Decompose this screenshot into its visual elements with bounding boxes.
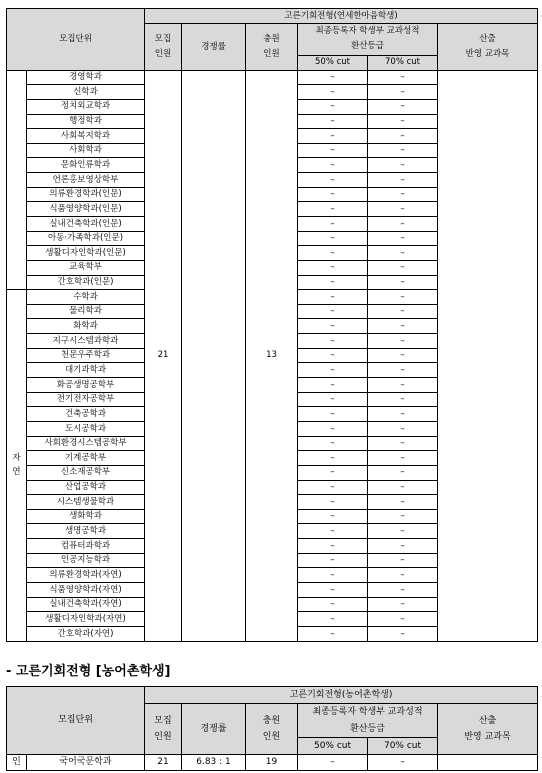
cut50-value: – — [298, 451, 368, 466]
cut70-value: – — [368, 509, 438, 524]
dept-name: 교육학부 — [27, 260, 145, 275]
cut50-value: – — [298, 626, 368, 641]
cut50-value: – — [298, 553, 368, 568]
header-quota: 모집 인원 — [145, 24, 182, 71]
fill-value: 19 — [246, 755, 298, 771]
header-type-title: 고른기회전형(연세한마음학생) — [145, 9, 538, 24]
cut70-value: – — [368, 612, 438, 627]
quota-value: 21 — [145, 70, 182, 641]
cut50-value: – — [298, 539, 368, 554]
cut50-value: – — [298, 480, 368, 495]
table1-body — [7, 70, 538, 641]
dept-name: 생활디자인학과(자연) — [27, 612, 145, 627]
cut50-value: – — [298, 158, 368, 173]
dept-name: 시스템생물학과 — [27, 495, 145, 510]
cut70-value: – — [368, 553, 438, 568]
cut70-value: – — [368, 392, 438, 407]
cut70-value: – — [368, 597, 438, 612]
cut50-value: – — [298, 363, 368, 378]
cut70-value: – — [368, 129, 438, 144]
cut50-value: – — [298, 246, 368, 261]
header-grade-title: 최종등록자 학생부 교과성적 환산등급 — [298, 24, 438, 56]
cut70-value: – — [368, 202, 438, 217]
cut50-value: – — [298, 202, 368, 217]
cut70-value: – — [368, 421, 438, 436]
cut50-value: – — [298, 421, 368, 436]
cut50-value: – — [298, 129, 368, 144]
cut50-value: – — [298, 85, 368, 100]
cut70-value: – — [368, 143, 438, 158]
competition-value: 6.83 : 1 — [182, 755, 246, 771]
cut50-value: – — [298, 612, 368, 627]
cut70-value: – — [368, 99, 438, 114]
t2-header-type-title: 고른기회전형(농어촌학생) — [145, 687, 538, 704]
dept-name: 전기전자공학부 — [27, 392, 145, 407]
cut50-value: – — [298, 436, 368, 451]
dept-name: 아동·가족학과(인문) — [27, 231, 145, 246]
table2-body — [7, 755, 538, 771]
cut70-value: – — [368, 363, 438, 378]
cut50-value: – — [298, 290, 368, 305]
table-row — [7, 755, 538, 771]
cut50-value: – — [298, 99, 368, 114]
cut70-value: – — [368, 187, 438, 202]
cut50-value: – — [298, 114, 368, 129]
cut50-value: – — [298, 231, 368, 246]
dept-name: 의류환경학과(자연) — [27, 568, 145, 583]
t2-header-competition: 경쟁률 — [182, 704, 246, 755]
dept-name: 간호학과(자연) — [27, 626, 145, 641]
table-row — [7, 70, 538, 85]
cut70-value: – — [368, 173, 438, 188]
header-subjects: 산출 반영 교과목 — [438, 24, 538, 71]
c70-value: – — [368, 755, 438, 771]
cut50-value: – — [298, 260, 368, 275]
group-value: 인 — [7, 755, 27, 771]
t2-header-subjects: 산출 반영 교과목 — [438, 704, 538, 755]
cut70-value: – — [368, 495, 438, 510]
cut70-value: – — [368, 583, 438, 598]
group-label: 자 연 — [7, 290, 27, 641]
subjects-value — [438, 70, 538, 641]
section2-title: - 고른기회전형 [농어촌학생] — [6, 664, 171, 679]
cut50-value: – — [298, 568, 368, 583]
dept-name: 기계공학부 — [27, 451, 145, 466]
t2-header-cut50: 50% cut — [298, 738, 368, 755]
cut50-value: – — [298, 378, 368, 393]
table-rural-students — [6, 686, 538, 771]
fill-value: 13 — [246, 70, 298, 641]
c50-value: – — [298, 755, 368, 771]
cut70-value: – — [368, 378, 438, 393]
cut70-value: – — [368, 451, 438, 466]
cut70-value: – — [368, 407, 438, 422]
cut50-value: – — [298, 348, 368, 363]
subjects-value — [438, 755, 538, 771]
cut70-value: – — [368, 304, 438, 319]
cut70-value: – — [368, 260, 438, 275]
header-competition: 경쟁률 — [182, 24, 246, 71]
dept-name: 지구시스템과학과 — [27, 334, 145, 349]
dept-name: 산업공학과 — [27, 480, 145, 495]
dept-name: 천문우주학과 — [27, 348, 145, 363]
cut70-value: – — [368, 626, 438, 641]
dept-name: 화학과 — [27, 319, 145, 334]
dept-name: 건축공학과 — [27, 407, 145, 422]
dept-name: 컴퓨터과학과 — [27, 539, 145, 554]
cut50-value: – — [298, 465, 368, 480]
header-cut70: 70% cut — [368, 55, 438, 70]
dept-name: 사회학과 — [27, 143, 145, 158]
header-unit: 모집단위 — [7, 9, 145, 71]
cut50-value: – — [298, 173, 368, 188]
dept-name: 수학과 — [27, 290, 145, 305]
t2-header-cut70: 70% cut — [368, 738, 438, 755]
cut50-value: – — [298, 217, 368, 232]
cut50-value: – — [298, 143, 368, 158]
cut70-value: – — [368, 246, 438, 261]
cut50-value: – — [298, 187, 368, 202]
dept-name: 생명공학과 — [27, 524, 145, 539]
group-label — [7, 70, 27, 290]
dept-name: 사회환경시스템공학부 — [27, 436, 145, 451]
cut70-value: – — [368, 480, 438, 495]
cut50-value: – — [298, 524, 368, 539]
dept-name: 문화인류학과 — [27, 158, 145, 173]
cut70-value: – — [368, 70, 438, 85]
cut50-value: – — [298, 495, 368, 510]
cut70-value: – — [368, 217, 438, 232]
dept-name: 신소재공학부 — [27, 465, 145, 480]
header-fill: 충원 인원 — [246, 24, 298, 71]
dept-name: 사회복지학과 — [27, 129, 145, 144]
cut70-value: – — [368, 158, 438, 173]
dept-name: 간호학과(인문) — [27, 275, 145, 290]
dept-name: 인공지능학과 — [27, 553, 145, 568]
cut70-value: – — [368, 319, 438, 334]
cut50-value: – — [298, 304, 368, 319]
t2-header-grade-title: 최종등록자 학생부 교과성적 환산등급 — [298, 704, 438, 738]
dept-name: 언론홍보영상학부 — [27, 173, 145, 188]
cut70-value: – — [368, 85, 438, 100]
cut50-value: – — [298, 319, 368, 334]
dept-name: 대기과학과 — [27, 363, 145, 378]
dept-name: 신학과 — [27, 85, 145, 100]
header-cut50: 50% cut — [298, 55, 368, 70]
dept-name: 정치외교학과 — [27, 99, 145, 114]
dept-name: 실내건축학과(인문) — [27, 217, 145, 232]
dept-name: 식품영양학과(인문) — [27, 202, 145, 217]
quota-value: 21 — [145, 755, 182, 771]
t2-header-fill: 충원 인원 — [246, 704, 298, 755]
dept-name: 경영학과 — [27, 70, 145, 85]
cut70-value: – — [368, 290, 438, 305]
dept-value: 국어국문학과 — [27, 755, 145, 771]
competition-value — [182, 70, 246, 641]
dept-name: 식품영양학과(자연) — [27, 583, 145, 598]
dept-name: 생활디자인학과(인문) — [27, 246, 145, 261]
cut50-value: – — [298, 597, 368, 612]
cut70-value: – — [368, 334, 438, 349]
dept-name: 행정학과 — [27, 114, 145, 129]
cut70-value: – — [368, 539, 438, 554]
cut50-value: – — [298, 509, 368, 524]
cut50-value: – — [298, 392, 368, 407]
dept-name: 도시공학과 — [27, 421, 145, 436]
table-yonsei-hanmaeum — [6, 8, 538, 642]
cut70-value: – — [368, 436, 438, 451]
cut70-value: – — [368, 275, 438, 290]
cut70-value: – — [368, 348, 438, 363]
cut70-value: – — [368, 465, 438, 480]
cut70-value: – — [368, 524, 438, 539]
dept-name: 의류환경학과(인문) — [27, 187, 145, 202]
cut70-value: – — [368, 568, 438, 583]
cut50-value: – — [298, 407, 368, 422]
cut70-value: – — [368, 114, 438, 129]
dept-name: 실내건축학과(자연) — [27, 597, 145, 612]
cut70-value: – — [368, 231, 438, 246]
t2-header-unit: 모집단위 — [7, 687, 145, 755]
dept-name: 물리학과 — [27, 304, 145, 319]
t2-header-quota: 모집 인원 — [145, 704, 182, 755]
cut50-value: – — [298, 70, 368, 85]
cut50-value: – — [298, 334, 368, 349]
dept-name: 생화학과 — [27, 509, 145, 524]
dept-name: 화공생명공학부 — [27, 378, 145, 393]
cut50-value: – — [298, 275, 368, 290]
cut50-value: – — [298, 583, 368, 598]
